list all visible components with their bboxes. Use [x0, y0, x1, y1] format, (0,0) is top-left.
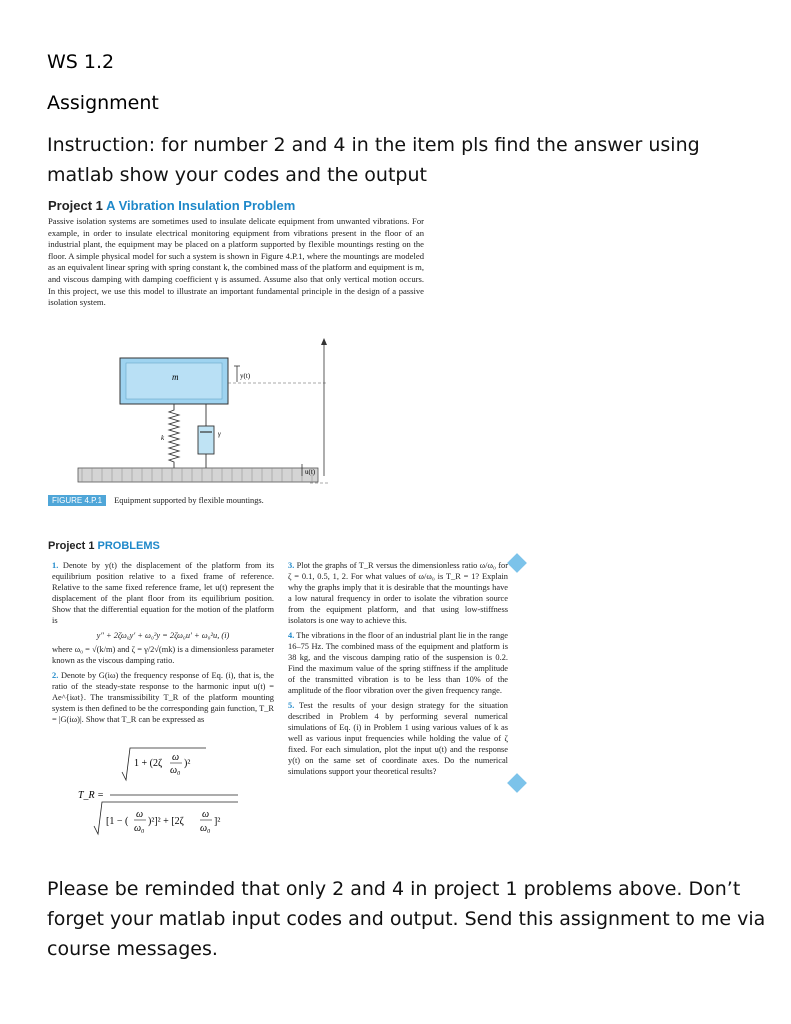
svg-text:ω: ω [136, 809, 144, 820]
project-name: A Vibration Insulation Problem [106, 198, 296, 213]
instruction-text: Instruction: for number 2 and 4 in the item pls find the answer using matlab show your codes and the output [47, 134, 700, 186]
svg-text:]²: ]² [214, 816, 221, 827]
vibration-figure [48, 336, 348, 501]
worksheet-title: WS 1.2 [47, 51, 115, 73]
project-label: Project 1 [48, 198, 103, 213]
svg-text:ω: ω [202, 809, 210, 820]
k-label: k [161, 434, 165, 442]
problem-4: 4. The vibrations in the floor of an industrial plant lie in the range 16–75 Hz. The combined mass of the equipment and platform is 38 kg, and the viscous damping ratio of the suspension is 0.2. Find the maximum value of the spring stiffness if the amplitude of the transmitted vibration is to be less than 10% of the amplitude of the floor vibration over the given frequency range. [288, 631, 508, 695]
reminder-text: Please be reminded that only 2 and 4 in project 1 problems above. Don’t forget your matlab input codes and output. Send this assignment to me via course messages. [47, 878, 766, 960]
problem-3: 3. Plot the graphs of T_R versus the dimensionless ratio ω/ω₀ for ζ = 0.1, 0.5, 1, 2. For what values of ω/ω₀ is T_R = 1? Explain why the graphs imply that it is desirable that the mountings have a low natural frequency in order to isolate the vibration source from the equipment platform, and that using low-stiffness isolators is one way to achieve this. [288, 561, 509, 625]
problem-5: 5. Test the results of your design strategy for the situation described in Problem 4 by performing several numerical simulations of Eq. (i) in Problem 1 using various values of k as well as various input frequencies while holding the value of ζ fixed. For each simulation, plot the input u(t) and the response y(t) on the same set of coordinate axes. Do the numerical simulations support your theoretical results? [288, 701, 508, 776]
project-title [48, 198, 750, 213]
svg-text:ω₀: ω₀ [170, 765, 181, 776]
figure-caption-text: Equipment supported by flexible mountings. [114, 496, 264, 505]
tr-lhs: T_R = [78, 790, 104, 801]
figure-caption [48, 496, 264, 505]
textbook-scan [48, 198, 750, 850]
web-icon-problem-3 [507, 553, 527, 573]
svg-text:ω: ω [172, 752, 180, 763]
transmissibility-equation [78, 740, 278, 850]
damper [198, 426, 214, 454]
problem-1-tail: where ω₀ = √(k/m) and ζ = γ/2√(mk) is a dimensionless parameter known as the viscous damping ratio. [52, 645, 274, 665]
svg-text:ω₀: ω₀ [200, 823, 211, 834]
spring [169, 404, 179, 468]
svg-text:[1 − (: [1 − ( [106, 816, 129, 827]
svg-text:)²: )² [184, 758, 191, 769]
figure-tag: FIGURE 4.P.1 [48, 495, 106, 506]
assignment-heading: Assignment [47, 92, 159, 114]
svg-text:1 + (2ζ: 1 + (2ζ [134, 758, 163, 769]
y-label: y(t) [240, 372, 251, 380]
problem-2: 2. Denote by G(iω) the frequency response of Eq. (i), that is, the ratio of the steady-state response to the harmonic input u(t) = Ae^{iωt}. The transmissibility T_R of the platform mounting system is then defined to be the corresponding gain function, T_R = |G(iω)|. Show that T_R can be expressed as [52, 671, 274, 724]
mass-label: m [172, 372, 179, 382]
problems-project-label: Project 1 [48, 540, 95, 552]
problems-title [48, 540, 160, 552]
svg-text:)²]² + [2ζ: )²]² + [2ζ [148, 816, 184, 827]
web-icon-problem-5 [507, 773, 527, 793]
equation-i: y″ + 2ζω₀y′ + ω₀²y = 2ζω₀u′ + ω₀²u, (i) [96, 631, 230, 640]
gamma-label: γ [218, 430, 221, 438]
problems-left-column [52, 560, 274, 729]
project-intro: Passive isolation systems are sometimes used to insulate delicate equipment from unwanted vibrations. For example, in order to insulate electrical monitoring equipment from vibrations present in the floor of an industrial plant, the equipment may be placed on a platform supported by flexible mountings resting on the floor. A simple physical model for such a system is shown in Figure 4.P.1, where the mountings are modeled as an equivalent linear spring with spring constant k, the combined mass of the platform and equipment is m, and viscous damping with damping coefficient γ is assumed. Assume also that only vertical motion occurs. In this project, we use this model to illustrate an important fundamental principle in the design of a passive isolation system. [48, 216, 424, 308]
u-label: u(t) [305, 468, 316, 476]
problem-1: 1. Denote by y(t) the displacement of the platform from its equilibrium position relative to a fixed frame of reference. Relative to the same fixed reference frame, let u(t) represent the displacement of the plant floor from its equilibrium position. Show that the differential equation for the motion of the platform is [52, 561, 274, 625]
svg-text:ω₀: ω₀ [134, 823, 145, 834]
problems-right-column [288, 560, 508, 781]
problems-heading: PROBLEMS [97, 540, 160, 552]
